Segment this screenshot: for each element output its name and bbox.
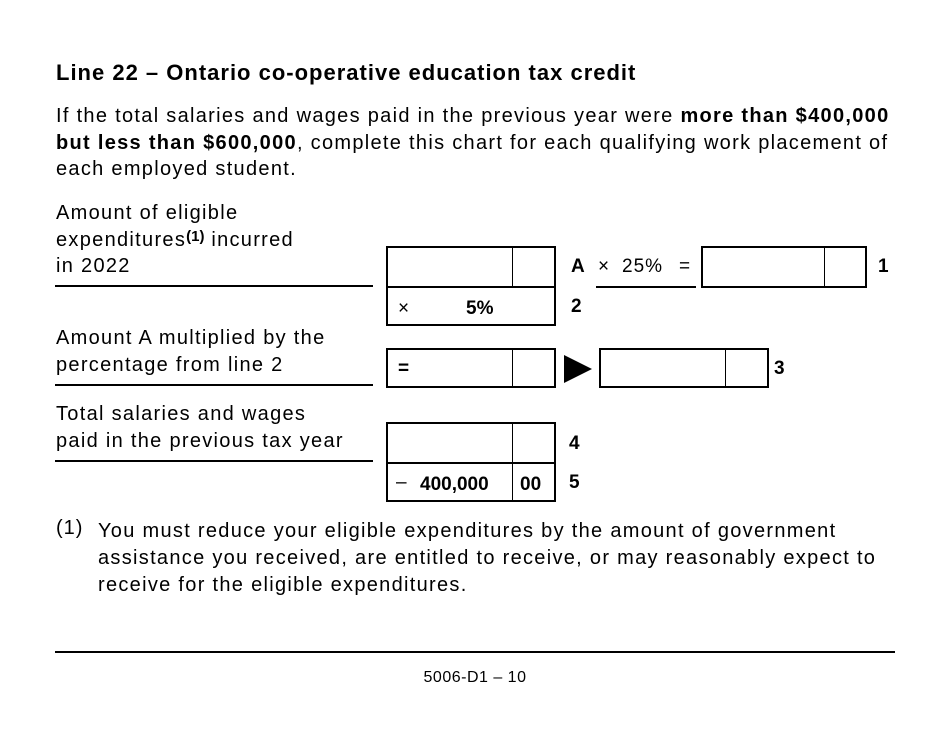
- label-line: Total salaries and wages: [56, 403, 307, 425]
- rate-underline: [596, 286, 696, 288]
- footnote-mark: (1): [56, 517, 84, 539]
- intro-bold-text: more than $400,000 but less than $600,000: [56, 105, 890, 154]
- label-line: Amount of eligible: [56, 202, 239, 224]
- multiply-sign: ×: [598, 256, 610, 277]
- line-number-3: 3: [774, 358, 785, 379]
- equals-sign: =: [398, 358, 410, 379]
- line-number-1: 1: [878, 256, 889, 277]
- rate-25-percent: 25%: [622, 256, 664, 277]
- section-title: Line 22 – Ontario co-operative education tax credit: [56, 60, 637, 85]
- percentage-value: 5%: [466, 298, 494, 319]
- cents-divider: [725, 350, 726, 386]
- label-line: in 2022: [56, 255, 131, 277]
- footnote-text: You must reduce your eligible expenditures by the amount of government assistance you received, are entitled to receive, or may reasonably expect to receive for the eligible expenditures.: [98, 520, 877, 596]
- line-1-amount-field[interactable]: [701, 246, 867, 288]
- label-line: expenditures$^{(1)}$ incurred: [56, 227, 294, 251]
- equals-sign: =: [679, 256, 691, 277]
- intro-text-1: If the total salaries and wages paid in the previous year were: [56, 105, 681, 127]
- minus-sign: –: [396, 472, 407, 493]
- eligible-expenditures-label: [56, 200, 294, 280]
- label-underline: [55, 460, 373, 462]
- footer-rule: [55, 651, 895, 653]
- deduction-cents: 00: [520, 474, 542, 495]
- deduction-amount: 400,000: [420, 474, 489, 495]
- label-line: paid in the previous tax year: [56, 429, 344, 452]
- line-number-4: 4: [569, 433, 580, 454]
- amount-letter-a: A: [571, 256, 585, 277]
- total-salaries-field[interactable]: [386, 422, 556, 464]
- arrow-right-icon: [564, 355, 592, 383]
- multiply-sign: ×: [398, 298, 410, 319]
- intro-paragraph: [56, 103, 916, 183]
- label-line: percentage from line 2: [56, 353, 284, 376]
- line-number-5: 5: [569, 472, 580, 493]
- cents-divider: [512, 248, 513, 286]
- multiplied-amount-field[interactable]: [386, 348, 556, 388]
- eligible-expenditures-input[interactable]: [386, 246, 556, 288]
- footnote-ref: (1): [186, 227, 205, 245]
- line-3-amount-field[interactable]: [599, 348, 769, 388]
- cents-divider: [512, 424, 513, 462]
- label-underline: [55, 285, 373, 287]
- label-line: Amount A multiplied by the: [56, 327, 326, 349]
- percentage-box: [386, 286, 556, 326]
- multiplied-amount-label: [56, 325, 326, 378]
- label-underline: [55, 384, 373, 386]
- deduction-box: [386, 462, 556, 502]
- total-salaries-label: [56, 401, 344, 454]
- cents-divider: [824, 248, 825, 286]
- page-number: 5006-D1 – 10: [423, 669, 527, 686]
- line-number-2: 2: [571, 296, 582, 317]
- intro-text-2: , complete this chart for each qualifying work placement of each employed student.: [56, 131, 889, 180]
- cents-divider: [512, 350, 513, 386]
- cents-divider: [512, 464, 513, 500]
